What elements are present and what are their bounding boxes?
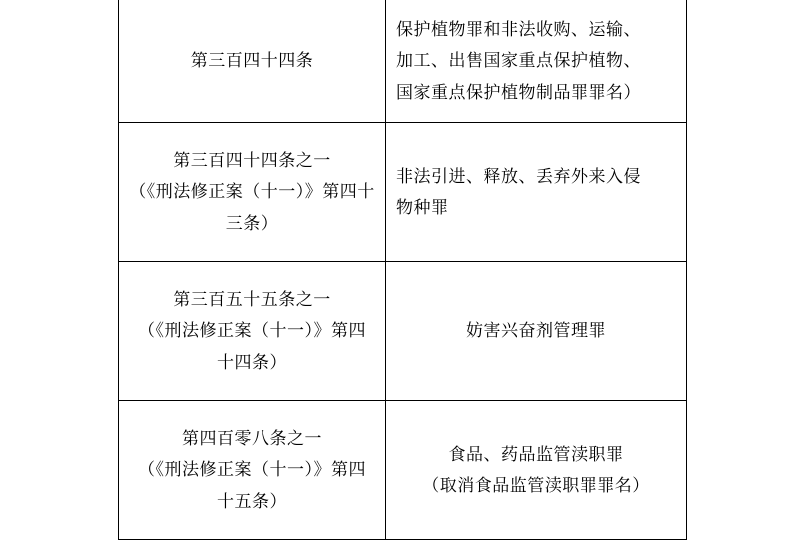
charge-line: 妨害兴奋剂管理罪: [466, 321, 606, 341]
article-line: 第三百四十四条: [190, 51, 314, 71]
criminal-charges-table: [118, 0, 687, 540]
table-row: [119, 262, 687, 401]
table-row: [119, 123, 687, 262]
table-row: [119, 0, 687, 123]
article-cell: [119, 123, 386, 262]
charge-line: 物种罪: [396, 198, 449, 217]
charge-cell: [386, 262, 687, 401]
charge-cell: [386, 123, 687, 262]
article-line: 三条）: [225, 213, 279, 233]
article-line: （《刑法修正案（十一）》第四十: [129, 182, 375, 202]
article-line: 第四百零八条之一: [182, 428, 322, 448]
article-line: 十四条）: [217, 352, 287, 372]
article-line: 十五条）: [217, 491, 287, 511]
article-line: （《刑法修正案（十一）》第四: [138, 321, 366, 341]
article-line: （《刑法修正案（十一）》第四: [138, 460, 366, 480]
table-row: [119, 401, 687, 540]
table-body: [119, 0, 687, 540]
charge-line: 加工、出售国家重点保护植物、: [396, 51, 641, 71]
charge-line: 食品、药品监管渎职罪: [448, 444, 624, 464]
charge-line: 国家重点保护植物制品罪罪名）: [396, 82, 641, 102]
article-cell: [119, 0, 386, 123]
charge-line: 保护植物罪和非法收购、运输、: [396, 19, 641, 39]
charge-line: （取消食品监管渎职罪罪名）: [422, 476, 650, 495]
charge-cell: [386, 401, 687, 540]
article-line: 第三百四十四条之一: [173, 150, 331, 170]
article-line: 第三百五十五条之一: [173, 289, 331, 309]
charge-cell: [386, 0, 687, 123]
article-cell: [119, 262, 386, 401]
article-cell: [119, 401, 386, 540]
charge-line: 非法引进、释放、丢弃外来入侵: [396, 166, 641, 186]
